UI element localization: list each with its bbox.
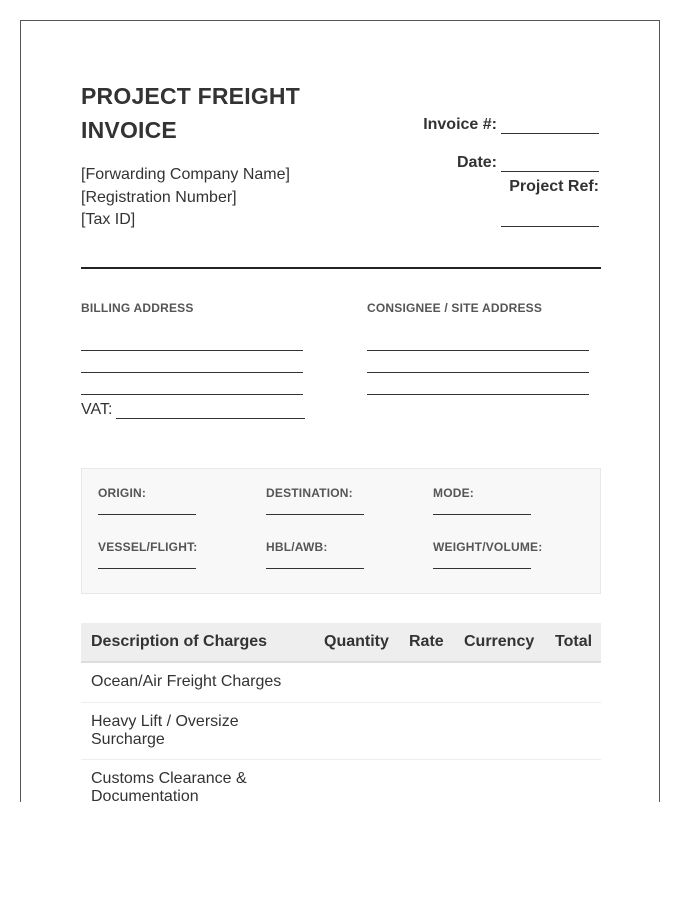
vat-label: VAT: [81, 401, 113, 418]
billing-address-heading: BILLING ADDRESS [81, 301, 194, 315]
invoice-sheet [20, 20, 660, 802]
hbl-awb-field [266, 540, 366, 569]
consignee-address-line[interactable] [367, 329, 589, 351]
shipment-details-box [81, 468, 601, 594]
invoice-title [81, 79, 341, 147]
consignee-address-line[interactable] [367, 351, 589, 373]
column-total: Total [555, 633, 593, 650]
company-info [81, 164, 290, 232]
charge-description: Customs Clearance & Documentation [91, 770, 247, 802]
table-row [81, 663, 601, 703]
consignee-address-section [367, 301, 591, 395]
billing-address-line[interactable] [81, 329, 303, 351]
charge-description: Ocean/Air Freight Charges [91, 673, 282, 690]
project-ref-field[interactable] [501, 208, 599, 227]
consignee-address-line[interactable] [367, 373, 589, 395]
charges-table-header [81, 623, 601, 663]
mode-input-line[interactable] [433, 514, 531, 515]
destination-label: DESTINATION: [266, 486, 353, 500]
column-currency: Currency [464, 633, 535, 650]
mode-label: MODE: [433, 486, 474, 500]
column-quantity: Quantity [324, 633, 389, 650]
vessel-flight-label: VESSEL/FLIGHT: [98, 540, 198, 554]
title-line-2: INVOICE [81, 117, 177, 143]
charge-description: Heavy Lift / Oversize Surcharge [91, 713, 239, 748]
origin-field [98, 486, 198, 515]
invoice-meta [423, 96, 599, 232]
company-name: [Forwarding Company Name] [81, 166, 290, 183]
hbl-awb-label: HBL/AWB: [266, 540, 328, 554]
billing-address-line[interactable] [81, 373, 303, 395]
vat-row [81, 395, 305, 419]
invoice-number-row [423, 96, 599, 134]
date-label: Date: [456, 154, 497, 171]
title-line-1: PROJECT FREIGHT [81, 83, 300, 109]
origin-input-line[interactable] [98, 514, 196, 515]
consignee-address-heading: CONSIGNEE / SITE ADDRESS [367, 301, 543, 315]
mode-field [433, 486, 533, 515]
charges-table [81, 623, 601, 802]
origin-label: ORIGIN: [98, 486, 147, 500]
table-row [81, 703, 601, 760]
vat-field[interactable] [116, 402, 305, 419]
header-divider [81, 267, 601, 269]
column-rate: Rate [409, 633, 444, 650]
table-row [81, 760, 601, 802]
column-description: Description of Charges [91, 633, 268, 650]
billing-address-line[interactable] [81, 351, 303, 373]
invoice-number-label: Invoice #: [423, 116, 497, 133]
weight-volume-input-line[interactable] [433, 568, 531, 569]
date-row [423, 134, 599, 172]
tax-id: [Tax ID] [81, 211, 136, 228]
weight-volume-field [433, 540, 543, 569]
destination-field [266, 486, 366, 515]
hbl-awb-input-line[interactable] [266, 568, 364, 569]
date-field[interactable] [501, 153, 599, 172]
registration-number: [Registration Number] [81, 188, 237, 206]
vessel-flight-input-line[interactable] [98, 568, 196, 569]
project-ref-label: Project Ref: [509, 178, 599, 195]
project-ref-row [423, 178, 599, 232]
vessel-flight-field [98, 540, 198, 569]
destination-input-line[interactable] [266, 514, 364, 515]
weight-volume-label: WEIGHT/VOLUME: [433, 540, 543, 554]
billing-address-section [81, 301, 305, 419]
invoice-number-field[interactable] [501, 115, 599, 134]
